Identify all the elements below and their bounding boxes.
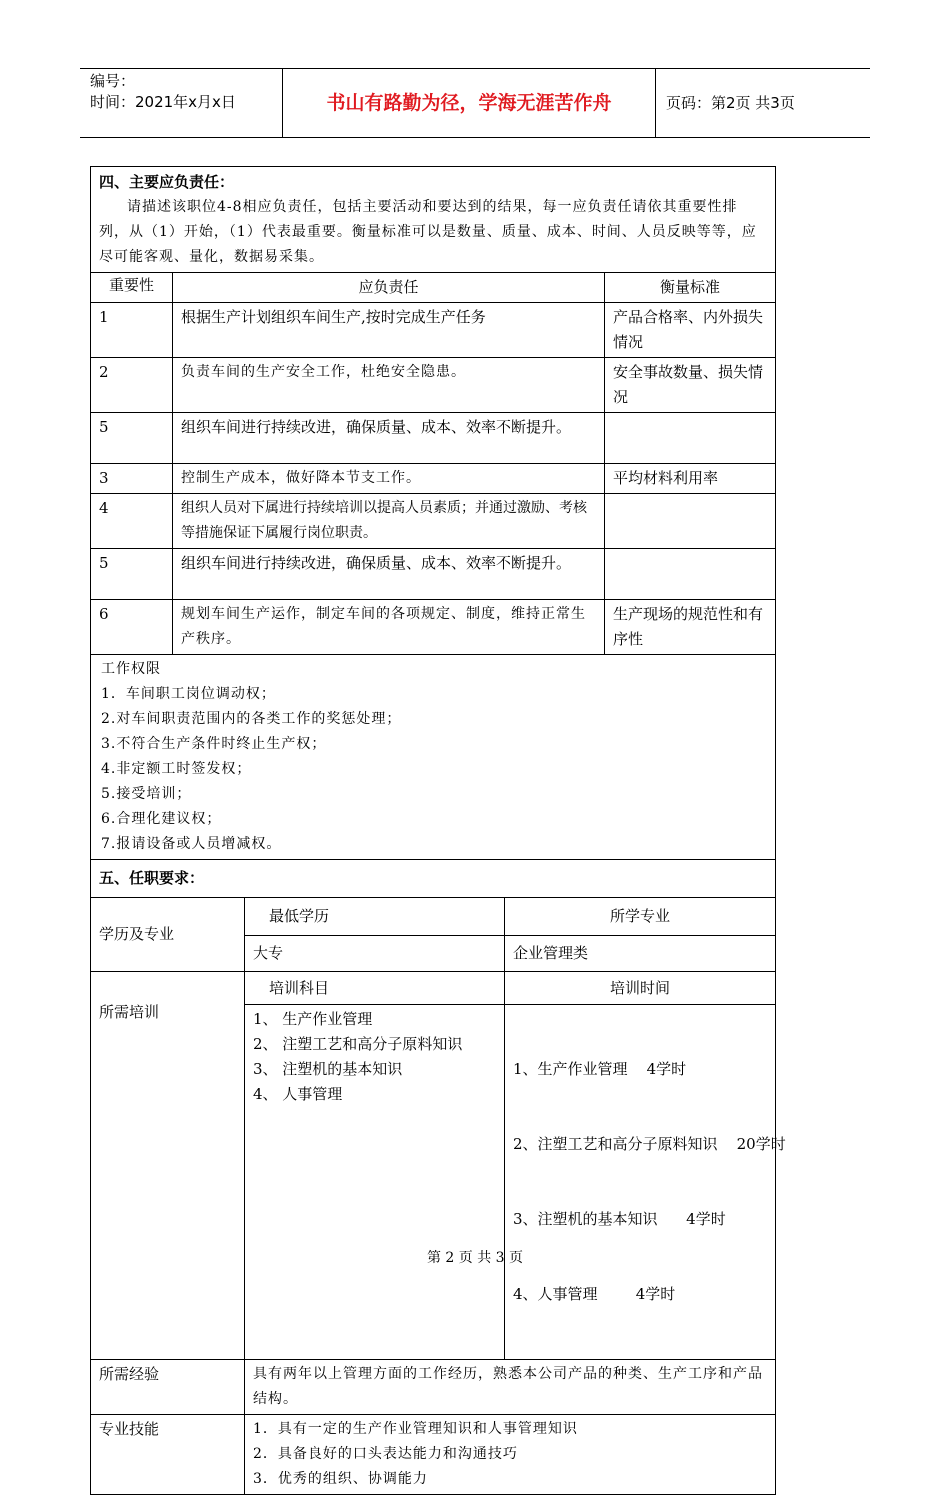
authority-title: 工作权限 xyxy=(101,661,161,677)
authority-item: 4.非定额工时签发权； xyxy=(101,761,252,777)
training-subject-header: 培训科目 xyxy=(245,972,505,1005)
page-header xyxy=(80,68,870,138)
table-row xyxy=(91,413,776,464)
training-subject-item: 4、 人事管理 xyxy=(253,1085,343,1103)
importance-cell: 3 xyxy=(91,464,173,494)
table-row xyxy=(91,464,776,494)
training-subject-item: 1、 生产作业管理 xyxy=(253,1010,373,1028)
training-label: 所需培训 xyxy=(91,972,245,1360)
training-subject-item: 3、 注塑机的基本知识 xyxy=(253,1060,403,1078)
header-page-info: 页码：第2页 共3页 xyxy=(666,94,795,112)
standard-cell: 平均材料利用率 xyxy=(605,464,776,494)
authority-item: 7.报请设备或人员增减权。 xyxy=(101,836,282,852)
importance-cell: 4 xyxy=(91,494,173,549)
authority-block xyxy=(91,655,776,860)
duty-cell: 负责车间的生产安全工作，杜绝安全隐患。 xyxy=(173,358,605,413)
duty-cell: 组织车间进行持续改进，确保质量、成本、效率不断提升。 xyxy=(173,549,605,600)
training-time-item: 1、生产作业管理 4学时 xyxy=(513,1060,687,1078)
importance-cell: 6 xyxy=(91,600,173,655)
skill-item: 2．具备良好的口头表达能力和沟通技巧 xyxy=(253,1446,518,1462)
education-major-header: 所学专业 xyxy=(505,898,776,936)
skills-label: 专业技能 xyxy=(91,1415,245,1495)
duty-cell: 组织人员对下属进行持续培训以提高人员素质；并通过激励、考核等措施保证下属履行岗位职责。 xyxy=(173,494,605,549)
experience-label: 所需经验 xyxy=(91,1360,245,1415)
skills-list xyxy=(245,1415,776,1495)
education-min-header: 最低学历 xyxy=(245,898,505,936)
importance-cell: 2 xyxy=(91,358,173,413)
training-time-item: 3、注塑机的基本知识 4学时 xyxy=(513,1210,726,1228)
standard-cell xyxy=(605,413,776,464)
training-times xyxy=(505,1005,786,1360)
education-major-value: 企业管理类 xyxy=(505,936,776,972)
authority-item: 2.对车间职责范围内的各类工作的奖惩处理； xyxy=(101,711,402,727)
table-row xyxy=(91,303,776,358)
section5-title: 五、任职要求： xyxy=(91,860,776,898)
importance-cell: 1 xyxy=(91,303,173,358)
section4-header xyxy=(91,167,776,273)
training-time-item: 2、注塑工艺和高分子原料知识 20学时 xyxy=(513,1135,786,1153)
authority-item: 6.合理化建议权； xyxy=(101,811,222,827)
table-row xyxy=(91,358,776,413)
standard-cell: 产品合格率、内外损失情况 xyxy=(605,303,776,358)
col-importance-header: 重要性 xyxy=(91,273,173,303)
table-row xyxy=(91,600,776,655)
job-description-table xyxy=(90,166,786,1495)
section4-intro: 请描述该职位4-8相应负责任，包括主要活动和要达到的结果，每一应负责任请依其重要性排列，从（1）开始，（1）代表最重要。衡量标准可以是数量、质量、成本、时间、人员反映等等，应尽可能客观、量化，数据易采集。 xyxy=(99,199,757,265)
col-duty-header: 应负责任 xyxy=(173,273,605,303)
standard-cell xyxy=(605,494,776,549)
authority-item: 1．车间职工岗位调动权； xyxy=(101,686,276,702)
importance-cell: 5 xyxy=(91,549,173,600)
duty-cell: 根据生产计划组织车间生产,按时完成生产任务 xyxy=(173,303,605,358)
number-label: 编号： xyxy=(90,72,136,90)
authority-item: 3.不符合生产条件时终止生产权； xyxy=(101,736,327,752)
education-label: 学历及专业 xyxy=(91,898,245,972)
training-time-header: 培训时间 xyxy=(505,972,776,1005)
header-motto: 书山有路勤为径，学海无涯苦作舟 xyxy=(282,69,656,137)
table-row xyxy=(91,549,776,600)
standard-cell: 安全事故数量、损失情况 xyxy=(605,358,776,413)
standard-cell: 生产现场的规范性和有序性 xyxy=(605,600,776,655)
section4-title: 四、主要应负责任： xyxy=(99,173,235,191)
experience-value: 具有两年以上管理方面的工作经历，熟悉本公司产品的种类、生产工序和产品结构。 xyxy=(245,1360,776,1415)
table-row xyxy=(91,494,776,549)
duty-cell: 规划车间生产运作，制定车间的各项规定、制度，维持正常生产秩序。 xyxy=(173,600,605,655)
importance-cell: 5 xyxy=(91,413,173,464)
page-footer: 第 2 页 共 3 页 xyxy=(426,1250,524,1266)
duty-cell: 控制生产成本，做好降本节支工作。 xyxy=(173,464,605,494)
training-subject-item: 2、 注塑工艺和高分子原料知识 xyxy=(253,1035,463,1053)
authority-item: 5.接受培训； xyxy=(101,786,192,802)
duty-cell: 组织车间进行持续改进，确保质量、成本、效率不断提升。 xyxy=(173,413,605,464)
standard-cell xyxy=(605,549,776,600)
time-label: 时间：2021年x月x日 xyxy=(90,93,236,111)
education-min-value: 大专 xyxy=(245,936,505,972)
training-subjects xyxy=(245,1005,505,1360)
skill-item: 1．具有一定的生产作业管理知识和人事管理知识 xyxy=(253,1421,578,1437)
col-standard-header: 衡量标准 xyxy=(605,273,776,303)
skill-item: 3．优秀的组织、协调能力 xyxy=(253,1471,428,1487)
training-time-item: 4、人事管理 4学时 xyxy=(513,1285,676,1303)
header-left xyxy=(80,69,282,137)
